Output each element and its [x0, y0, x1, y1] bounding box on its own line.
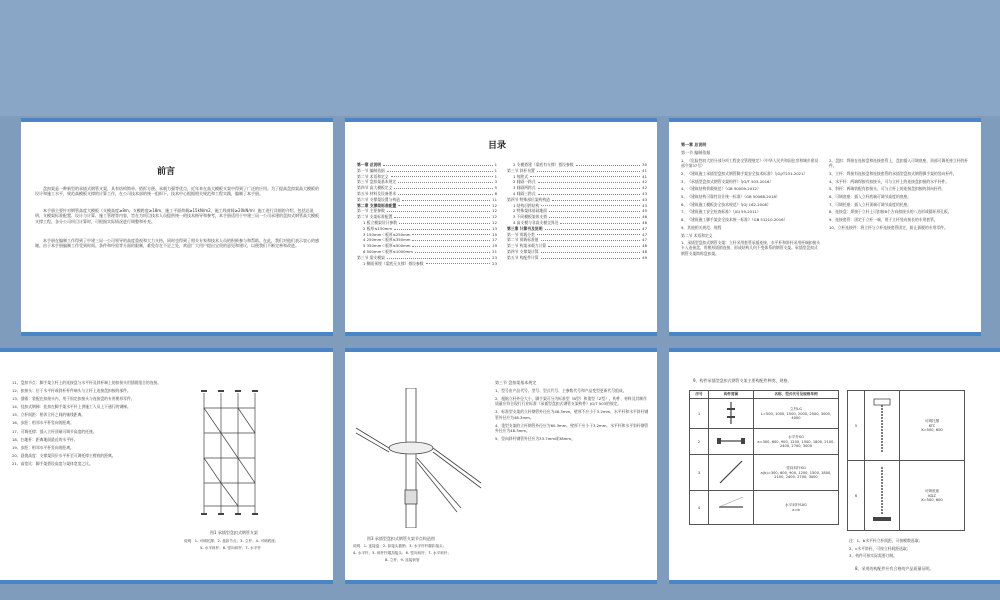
component-sketch [709, 399, 754, 429]
figure-legend: 4- 水平杆；5- 斜杆杆端扣接头；6- 竖向斜杆；7- 水平斜杆； [353, 551, 451, 555]
toc-page-number: 41 [642, 173, 647, 179]
toc-leader [552, 197, 640, 201]
text-line: 13、插销：装配在扣接头内，用于固定扣接头与连接盘的专用楔形零件。 [12, 396, 135, 402]
table-header: 序号 [690, 391, 709, 399]
table-cell: 水平斜杆SXG a=b [754, 491, 839, 525]
text-line: 21、高宽比：脚手架搭设高度与架体宽度之比。 [12, 460, 93, 466]
page-top-bar [345, 118, 657, 122]
toc-leader [538, 179, 641, 183]
toc-page-number: 8 [494, 190, 497, 196]
components-table [689, 390, 839, 525]
toc-page-number: 13 [492, 225, 497, 231]
section-title: 第一节 编制依据 [681, 150, 711, 155]
toc-left-column [357, 162, 497, 266]
components-table-right [847, 390, 965, 531]
text-line: 3、构件可按实际需要订制。 [849, 553, 897, 558]
table-cell: 3 [690, 455, 709, 491]
page-preface[interactable] [21, 118, 333, 336]
toc-page-number: 1 [494, 162, 497, 167]
text-line: 1、《危险性较大的分部分项工程安全管理规定》（中华人民共和国住房和城乡建设部令第37号） [681, 158, 819, 169]
toc-entry-title: 第二节 支架标准配置 [357, 214, 393, 220]
toc-leader [576, 162, 641, 166]
toc-entry-title: 第五节 构配件计算 [507, 254, 539, 260]
toc-page-number: 43 [642, 202, 647, 208]
page-bottom-bar [669, 332, 981, 336]
toc-entry-title: 第三章 计算书及说明 [507, 225, 543, 231]
text-line: 5、《建筑结构可靠性设计统一标准》（GB 50068-2018） [681, 194, 780, 200]
toc-leader [548, 243, 640, 247]
toc-page-number: 3 [494, 179, 497, 185]
text-line: 9、其他相关规范、规程 [681, 224, 722, 230]
toc-page-number: 23 [492, 260, 497, 266]
toc-page-number: 41 [642, 167, 647, 173]
toc-leader [387, 255, 490, 259]
page-bottom-bar [345, 580, 657, 584]
toc-leader [545, 226, 641, 230]
toc-entry-title: 第一节 荷载分类 [507, 231, 535, 237]
toc-entry-title: 第四节 特殊部位架构构造 [507, 196, 550, 202]
figure-legend: 说明：1- 连接盘；2- 扣接头插销；3- 水平杆杆端扣接头； [353, 544, 447, 548]
text-line: 1、承插型盘扣式钢管支架：立杆采用套管承插连接，水平杆和斜杆采用杆端扣接头卡入连接盘，用楔形插销连接，形成结构几何不变体系的钢管支架。承插型盘扣式钢管支架简称盘扣架。 [681, 240, 821, 256]
component-sketch [709, 491, 754, 525]
toc-entry-title: 第四节 支撑架计算 [507, 248, 539, 254]
component-sketch [865, 461, 900, 531]
table-cell: 6 [848, 461, 865, 531]
toc-leader [426, 261, 491, 265]
toc-leader [549, 214, 640, 218]
node-detail-figure [351, 388, 489, 528]
toc-entry-title: 第三节 梁支模架 [357, 254, 385, 260]
toc-leader [399, 220, 490, 224]
toc-page-number: 46 [642, 219, 647, 225]
text-line: 2、《建筑施工承插型盘扣式钢管脚手架安全技术标准》（JGJ/T231-2021） [681, 170, 808, 176]
page-contents[interactable] [345, 118, 657, 336]
toc-entry-title: 第二节 荷载标准值 [507, 237, 539, 243]
text-line: 17、可调托撑：插入立杆顶端可调节高度的托座。 [12, 428, 97, 434]
preface-paragraph: 盘扣架是一种新型的承插式钢管支架，具有结构简单、搭拆方便、承载力强等优点，近年来在高大模板支架中得到了广泛的应用。为了提高盘扣架高大模板的设计和施工水平，规范高模板支撑的计算工作，在公司技术部的统一组织下，技术中心根据相关规范和工程实践，编制了本手册。 [35, 186, 319, 197]
toc-leader [398, 179, 492, 183]
text-line: 19、步距：相邻水平杆竖向的距离。 [12, 444, 74, 450]
toc-page-number: 21 [492, 248, 497, 254]
toc-entry-title: 第一章 总说明 [357, 162, 382, 167]
text-line: 4、水平杆：两端焊接有扣接头，可与立杆上的连接盘扣接的水平杆件。 [829, 178, 950, 184]
toc-page-number: 43 [642, 190, 647, 196]
toc-page-number: 19 [492, 243, 497, 249]
toc-leader [394, 226, 490, 230]
text-line: 8、连接盘：焊接于立杆上可扣接8个方向扣接头的八边形或圆环形孔板。 [829, 209, 952, 215]
preface-paragraph: 本手册主要针对钢管高度大模板（支模高度≥8m、支模跨度≥18m、施工平面荷载≥15kN/m2、施工线荷载≥20kN/m）施工进行详细的介绍，包括总说明、支模架标准配置、设计与计算、施工管理等内容，旨在为项目技术人员提供统一的技术指导和参考，本手册适用于中建三局一公司承建的盘扣式钢管高大模板支撑工程，各分公司项目计算时，可根据实际情况进行调整和补充。 [35, 208, 319, 224]
text-line: 12、扣接头：位于水平杆或斜杆杆件端头与立杆上连接盘扣接的部件。 [12, 388, 131, 394]
toc-page-number: 1 [494, 173, 497, 179]
toc-leader [412, 237, 490, 241]
toc-entry-title: 1 板立模架设计参数 [363, 219, 397, 225]
figure-legend: 8- 立杆；9- 连接套管 [385, 558, 420, 562]
toc-page-number: 48 [642, 248, 647, 254]
toc-entry-title: 3 150mm＜板厚≤250mm [363, 231, 411, 237]
toc-leader [537, 168, 640, 172]
toc-leader [538, 191, 641, 195]
text-line: 第二节 术语和定义 [681, 232, 713, 238]
text-line: 18、扫地杆：距离地面最近的水平杆。 [12, 436, 78, 442]
toc-leader [530, 174, 640, 178]
component-sketch [709, 455, 754, 491]
toc-leader [541, 237, 641, 241]
table-notes [849, 538, 989, 561]
toc-entry-title: 3 间隔两跨式 [513, 185, 536, 191]
toc-entry-title: 第三节 斜杆布置 [507, 167, 535, 173]
toc-leader [383, 162, 492, 166]
table-cell: 2 [690, 429, 709, 455]
toc-page-number: 30 [642, 162, 647, 167]
foot-note: 8、采用的构配件应有合格的产品质量证明。 [855, 566, 934, 571]
preface-paragraph: 本手册在编制工作得到了中建三局一公司领导的高度重视和大力支持，同时也得到了相关专家和技术人员的积极参与和帮助。在此，我们对他们表示衷心的感谢。由于本手册编制工作受到时间、条件和经验等方面的限制，难免存在不足之处，欢迎广大用户提出宝贵的意见和建议，以便我们不断完善和改进。 [35, 238, 319, 249]
scaffold-figure [196, 388, 266, 518]
page-title: 前言 [157, 167, 176, 177]
toc-leader [394, 214, 490, 218]
toc-entry-title: 4 250mm＜板厚≤350mm [363, 237, 411, 243]
toc-entry-title: 第三节 构架承载力计算 [507, 243, 547, 249]
text-line: 7、《建筑施工安全检查标准》（JGJ 59-2011） [681, 209, 761, 215]
toc-right-column [507, 162, 647, 261]
table-cell: 1 [690, 399, 709, 429]
text-line: 6、《建筑施工模板安全技术规范》（JGJ 162-2008） [681, 201, 771, 207]
toc-leader [398, 203, 490, 207]
toc-page-number: 47 [642, 237, 647, 243]
toc-entry[interactable] [357, 261, 497, 267]
toc-leader [560, 220, 640, 224]
page-terms[interactable] [0, 348, 333, 584]
toc-entry-title: 第五节 材料及设备要求 [357, 190, 397, 196]
text-line: 11、盘扣节点：脚手架立杆上的连接盘与水平杆及斜杆端上的扣接头用插销组合的连接。 [12, 380, 162, 385]
page-components[interactable] [669, 348, 1000, 584]
toc-entry-title: 1 每跨式 [513, 173, 529, 179]
page-title: 目录 [488, 141, 507, 151]
toc-page-number: 12 [492, 202, 497, 208]
toc-leader [402, 197, 490, 201]
component-sketch [865, 391, 900, 461]
toc-entry-title: 2 支模搭建（梁底有支撑）搭设参数 [513, 162, 574, 167]
figure-legend: 5- 水平斜杆；6- 竖向斜杆；7- 水平杆 [200, 546, 261, 550]
toc-leader [391, 174, 493, 178]
text-line: 7、可调托座：插入立杆顶端可调节高度的托座。 [829, 201, 912, 207]
toc-page-number: 45 [642, 208, 647, 214]
toc-entry-title: 4 间隔三跨式 [513, 190, 536, 196]
text-line: 2、根据立杆外径大小，脚手架可分为标准型（B型）和重型（Z型）。构件、材料及其制作质量应符合现行行业标准《承插型盘扣式钢管支架构件》JG/T 503的规定。 [495, 395, 647, 407]
toc-leader [387, 168, 493, 172]
text-line: 14、挂扣式钢梯：挂扣在脚手架水平杆上供施工人员上下通行的钢梯。 [12, 404, 131, 410]
toc-entry-title: 第二节 术语和定义 [357, 173, 389, 179]
toc-leader [412, 243, 490, 247]
toc-entry-title: 第六节 支撑架设置与构造 [357, 196, 400, 202]
page-general[interactable] [669, 118, 981, 336]
text-line: 1、型号由产品代号、型号、型式代号、主参数代号和产品变型更新代号组成。 [495, 388, 627, 393]
toc-entry-title: 第二章 支撑架标准配置 [357, 202, 397, 208]
text-line: 9、连接套管：固定于立杆一端，用于立杆竖向接长的专用套管。 [829, 217, 938, 223]
page-top-bar [345, 348, 657, 352]
toc-entry-title: 第三节 盘扣架基本规定 [357, 179, 397, 185]
toc-entry-title: 3 不同模板架体支搭 [513, 214, 547, 220]
toc-entry-title: 5 350mm＜板厚≤500mm [363, 243, 411, 249]
toc-leader [415, 249, 490, 253]
text-column-left [681, 158, 821, 258]
toc-leader [549, 208, 640, 212]
text-line: 6、可调底座：插入立杆底端可调节高度的底座。 [829, 194, 912, 200]
toc-page-number: 47 [642, 231, 647, 237]
terms-list [12, 380, 172, 469]
text-line: 3、《承插型盘扣式钢管支架构件》（JG/T 503-2016） [681, 178, 774, 184]
text-line: 20、悬挑高度：支撑架顶层水平杆至可调托撑主楞底的距离。 [12, 452, 116, 458]
toc-entry-title: 1 侧面预埋（梁底无支撑）搭设参数 [363, 260, 424, 266]
toc-page-number: 49 [642, 254, 647, 260]
text-line: 16、步距：相邻水平杆竖向的距离。 [12, 420, 74, 426]
text-line: 15、立杆间距：相邻立杆之间的轴线距离。 [12, 412, 86, 418]
page-bottom-bar [669, 580, 1000, 584]
table-cell: 水平杆SG a=300, 600, 900, 1200, 1500, 1800, 2100, 2400, 2700, 3000 [754, 429, 839, 455]
toc-page-number: 17 [492, 237, 497, 243]
toc-entry-title: 第四节 高大模板定义 [357, 185, 393, 191]
toc-leader [387, 208, 490, 212]
toc-entry[interactable] [507, 255, 647, 261]
page-bottom-bar [0, 580, 333, 584]
background-band [0, 0, 1000, 116]
text-line: 5、竖向斜杆钢管外径应为33.7mm或38mm。 [495, 435, 575, 441]
toc-page-number: 47 [642, 225, 647, 231]
toc-entry-title: 2 板厚≤150mm [363, 225, 393, 231]
table-cell: 4 [690, 491, 709, 525]
text-line: 3、标准型支架的立杆钢管外径应为48.3mm，壁厚不应小于3.2mm，水平杆和水平斜杆钢管外径应为48.3mm。 [495, 409, 649, 420]
page-top-bar [669, 348, 1000, 352]
page-top-bar [21, 118, 333, 122]
toc-page-number: 42 [642, 179, 647, 185]
toc-entry-title: 2 特殊架体基础地面 [513, 208, 547, 214]
toc-entry-title: 6 500mm＜板厚≤1000mm [363, 248, 413, 254]
figure-legend: 说明：1- 可调托撑；2- 盘扣节点；3- 立杆；4- 可调底座； [184, 539, 279, 543]
table-header: 名称、型式代号及规格举例 [754, 391, 839, 399]
toc-leader [412, 232, 490, 236]
page-top-bar [0, 348, 333, 352]
toc-leader [541, 255, 641, 259]
text-line: 4、重型支架的立杆钢管外径应为60.3mm，壁厚不应小于3.2mm，水平杆和水平斜杆钢管外径应为48.3mm。 [495, 422, 649, 433]
toc-leader [541, 203, 640, 207]
toc-entry-title: 2 间隔一跨式 [513, 179, 536, 185]
figure-caption: 图3 承插型盘扣式钢管支架节点构造图 [367, 536, 435, 541]
text-line: 5、斜杆：两端装配有扣接头，可与立杆上的连接盘扣接的斜向杆件。 [829, 186, 946, 192]
toc-entry-title: 第一节 编制依据 [357, 167, 385, 173]
toc-page-number: 46 [642, 214, 647, 220]
text-column-right [495, 388, 650, 444]
toc-page-number: 12 [492, 219, 497, 225]
toc-page-number: 12 [492, 214, 497, 220]
page-bottom-bar [21, 332, 333, 336]
text-line: 3、立杆：焊接有连接盘和连接套管的承插型盘扣式钢管脚手架的竖向杆件。 [829, 170, 957, 176]
table-cell: 竖向斜杆XG a(b)=300, 600, 900, 1200, 1500, 1800, 2100, 2400, 2700, 3000 [754, 455, 839, 491]
text-line: 2、盘扣：焊接在连接盘和连接套管上，盘扣插入可调底座、顶部可调托座立杆的杆件。 [829, 158, 969, 169]
toc-leader [541, 249, 641, 253]
figure-caption: 图1 承插型盘扣式钢管支架 [210, 530, 258, 535]
toc-page-number: 23 [492, 254, 497, 260]
text-line: 注：1、b水平杆立杆间距，可按模数选取； [849, 538, 923, 543]
toc-entry-title: 1 结构层跨结构 [513, 202, 540, 208]
toc-entry-title: 4 高支模与非高支模交界处 [513, 219, 559, 225]
text-column-right [829, 158, 971, 233]
page-node-detail[interactable] [345, 348, 657, 584]
table-cell: 可调底座 KDZ K=500, 600 [900, 461, 965, 531]
text-line: 8、《建筑施工脚手架安全技术统一标准》（GB 51210-2016） [681, 217, 788, 223]
chapter-title: 第一章 总说明 [681, 142, 707, 147]
intro-text: 9、构件承插型盘扣式钢管支架主要构配件种类、规格。 [693, 378, 792, 383]
table-cell: 5 [848, 391, 865, 461]
text-line: 10、立杆连接件：将立杆与立杆连接套管固定，防止拔脱的专用零件。 [829, 224, 948, 230]
section-title: 第三节 盘扣架基本规定 [495, 380, 537, 385]
component-sketch [709, 429, 754, 455]
toc-leader [398, 191, 492, 195]
table-cell: 可调托撑 KTC K=500, 600 [900, 391, 965, 461]
toc-leader [394, 185, 492, 189]
toc-page-number: 11 [492, 196, 497, 202]
toc-leader [537, 232, 640, 236]
toc-entry-title: 第一节 主要参数 [357, 208, 385, 214]
text-line: 2、c水平斜杆，可按立杆间距选取； [849, 545, 911, 551]
toc-page-number: 15 [492, 231, 497, 237]
table-cell: 立杆LG L=500, 1000, 1500, 2000, 2500, 3000, 4000 [754, 399, 839, 429]
toc-page-number: 43 [642, 196, 647, 202]
page-bottom-bar [345, 332, 657, 336]
toc-leader [538, 185, 641, 189]
table-header: 构件简图 [709, 391, 754, 399]
page-top-bar [669, 118, 981, 122]
toc-page-number: 1 [494, 167, 497, 173]
text-line: 4、《建筑结构荷载规范》（GB 50009-2012） [681, 186, 761, 192]
toc-page-number: 5 [494, 185, 497, 191]
toc-page-number: 12 [492, 208, 497, 214]
toc-page-number: 48 [642, 243, 647, 249]
toc-page-number: 42 [642, 185, 647, 191]
